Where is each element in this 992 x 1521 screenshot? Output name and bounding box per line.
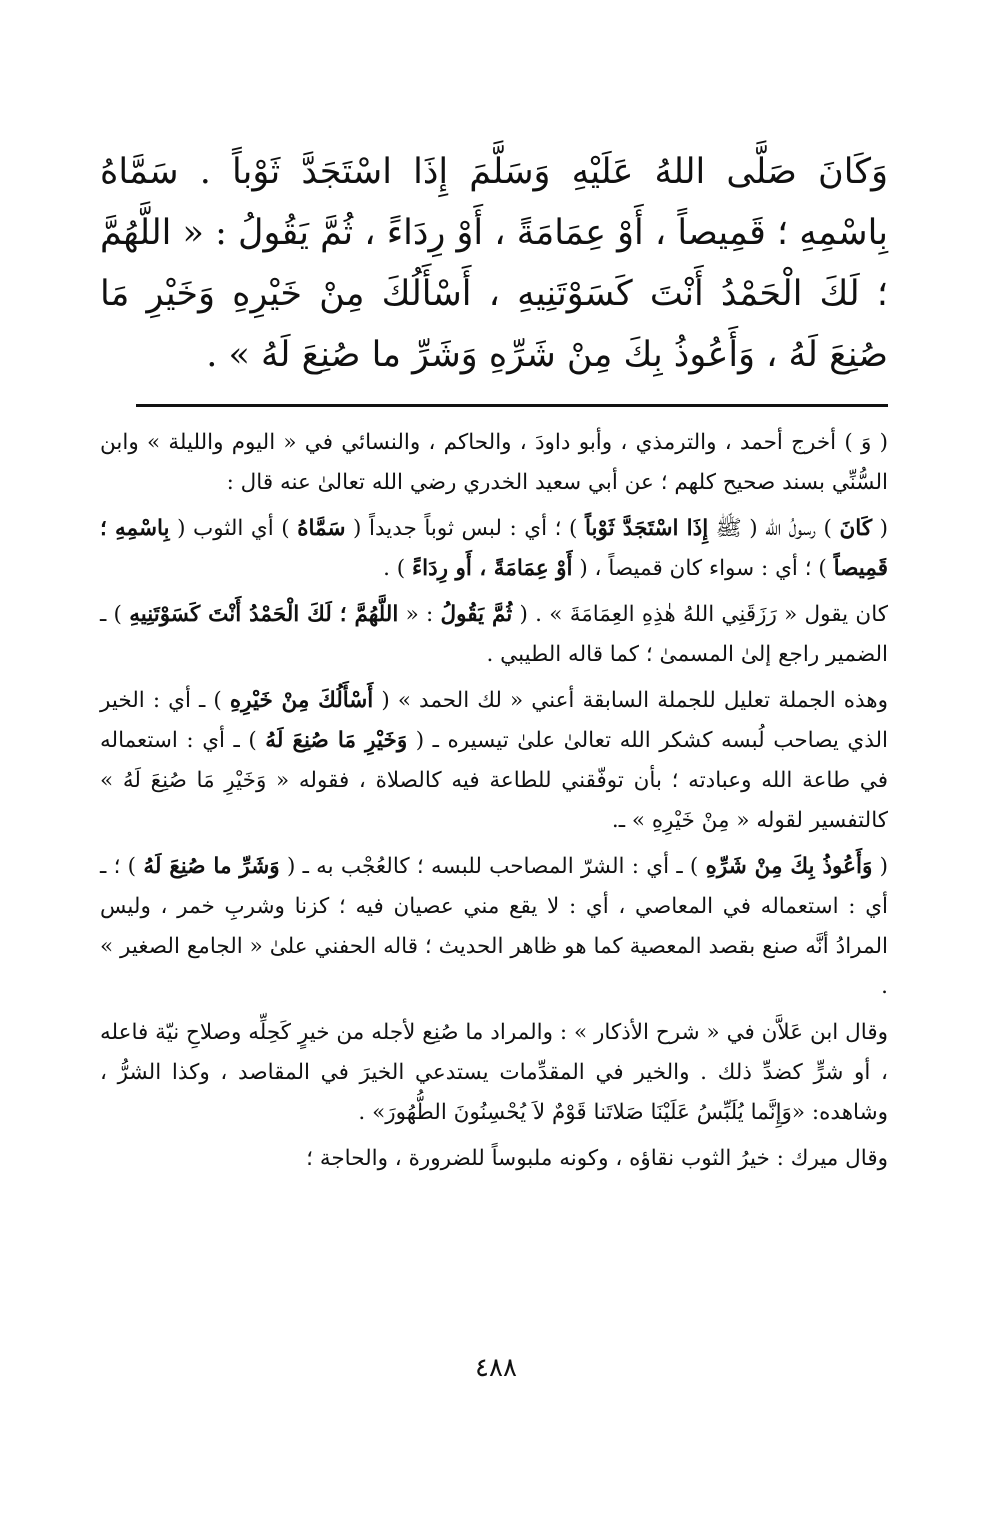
commentary-paragraph-6: وقال ابن عَلاَّن في « شرح الأذكار » : والمراد ما صُنِع لأجله من خيرٍ كَحِلِّه وصلاحِ نيّة فاعله ، أو شرٍّ كضدِّ ذلك . والخير في المقدِّمات يستدعي الخيرَ في المقاصد ، وكذا الشرُّ ، وشاهده: «وَإِنَّما يُلَبِّسُ عَلَيْنَا صَلاتَنا قَوْمٌ لاَ يُحْسِنُونَ الطُّهُورَ» . (100, 1020, 888, 1125)
text-run: ( (872, 516, 888, 541)
text-run: ) ـ الضمير راجع إلىٰ المسمىٰ ؛ كما قاله الطيبي . (100, 602, 888, 667)
commentary-paragraph-2 (100, 509, 888, 589)
quoted-phrase: إِذَا اسْتَجَدَّ ثَوْباً (584, 516, 709, 541)
quoted-phrase: وَخَيْرِ مَا صُنِعَ لَهُ (265, 728, 408, 753)
commentary-paragraph-4 (100, 681, 888, 841)
commentary-paragraph-3 (100, 595, 888, 675)
text-run: : « (398, 602, 441, 627)
text-run: ) ؛ ـ أي : استعماله في المعاصي ، أي : لا يقع مني عصيان فيه ؛ كزنا وشربِ خمر ، وليس المرادُ أنَّه صنع بقصد المعصية كما هو ظاهر الحديث ؛ قاله الحفني علىٰ « الجامع الصغير » . (100, 854, 888, 999)
hadith-paragraph: وَكَانَ صَلَّى اللهُ عَلَيْهِ وَسَلَّمَ إِذَا اسْتَجَدَّ ثَوْباً . سَمَّاهُ بِاسْمِهِ ؛ قَمِيصاً ، أَوْ عِمَامَةً ، أَوْ رِدَاءً ، ثُمَّ يَقُولُ : « اللَّهُمَّ ؛ لَكَ الْحَمْدُ أَنْتَ كَسَوْتَنِيهِ ، أَسْأَلُكَ مِنْ خَيْرِهِ وَخَيْرِ مَا صُنِعَ لَهُ ، وَأَعُوذُ بِكَ مِنْ شَرِّهِ وَشَرِّ ما صُنِعَ لَهُ » . (100, 152, 888, 375)
commentary-paragraph-1: ( وَ ) أخرج أحمد ، والترمذي ، وأبو داودَ ، والحاكم ، والنسائي في « اليوم والليلة » وابن السُّنِّي بسند صحيح كلهم ؛ عن أبي سعيد الخدري رضي الله تعالىٰ عنه قال : (100, 430, 888, 495)
text-run: ) ـ أي : استعماله في طاعة الله وعبادته ؛ بأن توفّقني للطاعة فيه كالصلاة ، فقوله « وَخَيْرِ مَا صُنِعَ لَهُ » كالتفسير لقوله « مِنْ خَيْرِهِ » ـ. (100, 728, 888, 833)
text-run: ) أي الثوب ( (169, 516, 298, 541)
commentary-paragraph-7: وقال ميرك : خيرُ الثوب نقاؤه ، وكونه ملبوساً للضرورة ، والحاجة ؛ (306, 1146, 888, 1171)
text-run: ) رسولُ الله ( ﷺ (708, 516, 840, 541)
quoted-phrase: وَشَرِّ ما صُنِعَ لَهُ (143, 854, 280, 879)
quoted-phrase: وَأَعُوذُ بِكَ مِنْ شَرِّهِ (705, 854, 873, 879)
commentary-paragraph-5 (100, 847, 888, 1007)
quoted-phrase: كَانَ (839, 516, 873, 541)
commentary-section (100, 423, 888, 1185)
quoted-phrase: أَسْأَلُكَ مِنْ خَيْرِهِ (229, 688, 374, 713)
text-run: ) ـ أي : الشرّ المصاحب للبسه ؛ كالعُجْب به ـ ( (279, 854, 706, 879)
quoted-phrase: ثُمَّ يَقُولُ (440, 602, 513, 627)
page-number: ٤٨٨ (475, 1353, 517, 1383)
text-run: وهذه الجملة تعليل للجملة السابقة أعني « لك الحمد » ( (373, 688, 889, 713)
text-run: ) . (383, 556, 413, 581)
footnote-divider (136, 404, 888, 407)
text-run: ) ـ أي : الخير الذي يصاحب لُبسه كشكر الله تعالىٰ علىٰ تيسيره ـ ( (100, 688, 888, 753)
text-run: ( (872, 854, 888, 879)
hadith-main-text (100, 142, 888, 386)
text-run: كان يقول « رَزَقَنِي اللهُ هٰذِهِ العِمَامَةَ » . ( (512, 602, 888, 627)
text-run: ) ؛ أي : سواء كان قميصاً ، ( (572, 556, 834, 581)
quoted-phrase: أَوْ عِمَامَةً ، أَو رِدَاءً (412, 556, 573, 581)
quoted-phrase: اللَّهُمَّ ؛ لَكَ الْحَمْدُ أَنْتَ كَسَوْتَنِيهِ (129, 602, 399, 627)
quoted-phrase: سَمَّاهُ (297, 516, 346, 541)
text-run: ) ؛ أي : لبس ثوباً جديداً ( (345, 516, 585, 541)
quoted-phrase: بِاسْمِهِ ؛ قَمِيصاً (100, 516, 888, 581)
